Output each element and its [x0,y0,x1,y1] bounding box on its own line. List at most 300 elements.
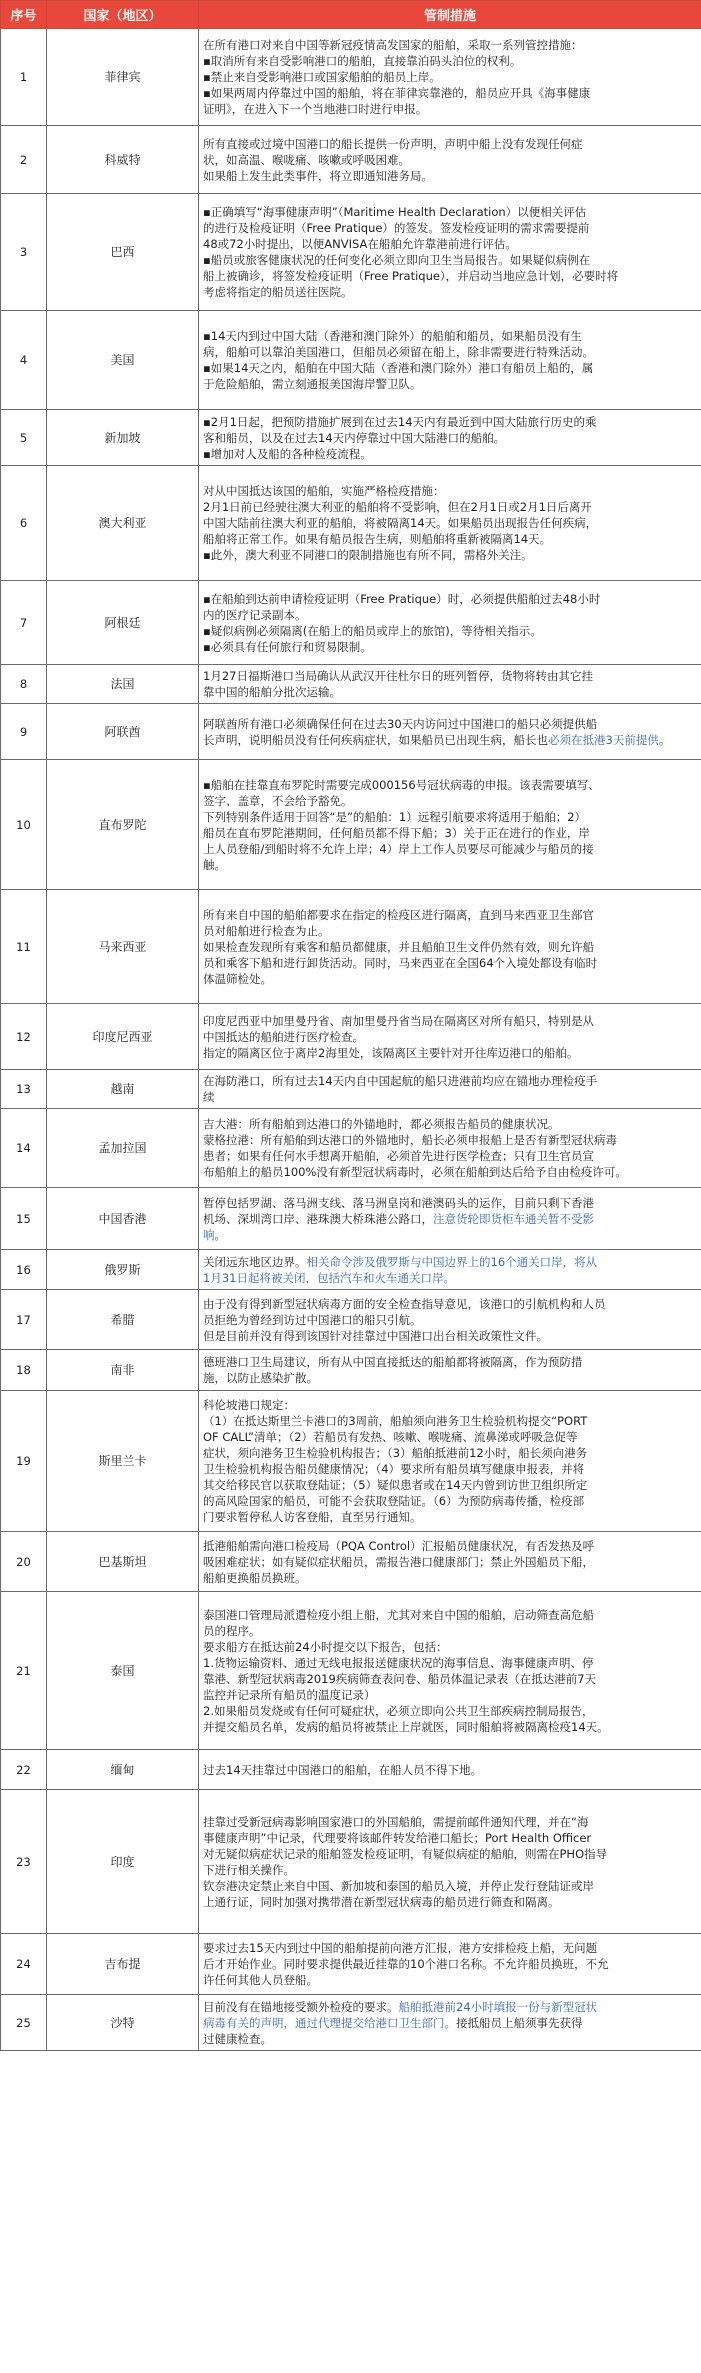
country-name: 中国香港 [47,1188,199,1250]
table-row [1,194,701,311]
measure-segment: 船舶更换船员换班。 [203,1570,307,1585]
measure-line [203,1089,697,1105]
measure-segment: 续 [203,1090,215,1104]
measure-line [203,793,697,809]
measure-line [203,430,697,446]
measure-line [203,1397,697,1413]
measure-line [203,2015,697,2031]
measure-segment: 中国抵达的船舶进行医疗检查。 [203,1029,364,1044]
table-row [1,1532,701,1592]
measure-line [203,1846,697,1862]
measure-segment: 要求船方在抵达前24小时提交以下报告，包括： [203,1639,448,1654]
measure-segment: 由于没有得到新型冠状病毒方面的安全检查指导意见，该港口的引航机构和人员 [203,1296,606,1311]
row-number: 12 [1,1004,47,1070]
table-row [1,1250,701,1290]
country-name: 印度 [47,1790,199,1934]
measure-segment: 靠港、新型冠状病毒2019疾病筛查表问卷、船员体温记录表（在抵达港前7天 [203,1671,597,1686]
measure-line [203,1328,697,1344]
measure-line [203,1538,697,1554]
measure-segment: ▪增加对人及船的各种检疫流程。 [203,446,372,461]
measure-line [203,639,697,655]
measure-line [203,939,697,955]
measure-segment: 病，船舶可以靠泊美国港口，但船员必须留在船上，除非需要进行特殊活动。 [203,345,594,359]
row-number: 17 [1,1290,47,1350]
measure-line [203,1354,697,1370]
measure-line [203,591,697,607]
country-name: 美国 [47,311,199,410]
measure-line [203,1554,697,1570]
measure-line [203,1370,697,1386]
measure-line [203,623,697,639]
measure-line [203,37,697,53]
measure-segment: 暂停包括罗湖、落马洲支线、落马洲皇岗和港澳码头的运作，目前只剩下香港 [203,1195,594,1210]
measure-line [203,1132,697,1148]
measure-segment: ▪禁止来自受影响港口或国家船舶的船员上岸。 [203,70,441,84]
country-name: 巴西 [47,194,199,311]
measure-segment: 员对船舶进行检查为止。 [203,923,330,938]
measure-segment: 船上被确诊，将签发检疫证明（Free Pratique），并启动当地应急计划，必要时将 [203,269,619,283]
table-row [1,126,701,194]
measure-segment: 蒙格拉港：所有船舶到达港口的外锚地时，船长必须申报船上是否有新型冠状病毒 [203,1133,617,1147]
measures-text [199,1592,701,1750]
measure-line [203,1312,697,1328]
measure-segment: ▪船员或旅客健康状况的任何变化必须立即向卫生当局报告。如果疑似病例在 [203,253,591,267]
table-row [1,1109,701,1188]
country-name: 阿根廷 [47,581,199,665]
measure-line [203,1830,697,1846]
measure-segment: 施，以防止感染扩散。 [203,1371,318,1385]
measure-line [203,1477,697,1493]
measure-line [203,268,697,284]
measure-line [203,252,697,268]
row-number: 23 [1,1790,47,1934]
measure-line [203,85,697,101]
measure-line [203,1972,697,1988]
measure-line [203,1639,697,1655]
measures-text [199,29,701,126]
table-row [1,1934,701,1995]
measure-segment: 指定的隔离区位于离岸2海里处，该隔离区主要针对开往库迈港口的船舶。 [203,1045,579,1060]
measure-segment: 签字、盖章，不会给予豁免。 [203,793,353,808]
measure-segment: 的高风险国家的船员，可能不会获取登陆证。（6）为预防病毒传播，检疫部 [203,1494,585,1508]
table-row [1,1290,701,1350]
measures-text [199,1290,701,1350]
measures-text [199,1995,701,2051]
measure-line [203,777,697,793]
measure-line [203,1296,697,1312]
measure-segment: ▪如果14天之内，船舶在中国大陆（香港和澳门除外）港口有船员上船的，属 [203,361,594,375]
measure-line [203,668,697,684]
measure-line [203,732,697,748]
measure-line [203,1013,697,1029]
measure-segment: ▪14天内到过中国大陆（香港和澳门除外）的船舶和船员，如果船员没有生 [203,329,582,343]
country-name: 斯里兰卡 [47,1391,199,1532]
measures-text [199,1004,701,1070]
measures-text [199,665,701,704]
measure-segment: 体温筛检处。 [203,971,272,986]
row-number: 22 [1,1750,47,1790]
measure-segment: 吉大港：所有船舶到达港口的外锚地时，都必须报告船员的健康状况。 [203,1117,560,1131]
measure-line [203,1894,697,1910]
measure-segment: 如果检查发现所有乘客和船员都健康，并且船舶卫生文件仍然有效，则允许船 [203,939,594,954]
measure-segment: 下进行相关操作。 [203,1862,295,1877]
measures-text [199,126,701,194]
measure-line [203,1956,697,1972]
measure-line [203,1607,697,1623]
header-country: 国家（地区） [47,1,199,29]
table-row [1,1070,701,1109]
measure-line [203,1999,697,2015]
measure-segment: 。 [658,732,671,747]
measure-line [203,955,697,971]
country-name: 俄罗斯 [47,1250,199,1290]
table-row [1,1592,701,1750]
measure-line [203,1509,697,1525]
country-name: 科威特 [47,126,199,194]
table-row [1,311,701,410]
country-name: 南非 [47,1350,199,1391]
measure-segment: 于危险船舶，需立刻通报美国海岸警卫队。 [203,377,422,391]
country-name: 印度尼西亚 [47,1004,199,1070]
measure-line [203,1413,697,1429]
measure-line [203,136,697,152]
measure-line [203,1655,697,1671]
measure-line [203,1045,697,1061]
measure-segment: ▪必须具有任何旅行和贸易限制。 [203,639,372,654]
measures-text [199,1750,701,1790]
measure-segment: 触。 [203,857,226,872]
row-number: 14 [1,1109,47,1188]
country-name: 法国 [47,665,199,704]
measures-text [199,1109,701,1188]
measure-line [203,1073,697,1089]
measure-line [203,376,697,392]
measure-line [203,684,697,700]
measure-line [203,483,697,499]
measure-line [203,152,697,168]
measures-text [199,1188,701,1250]
measure-segment: 上人员登船/到船时将不允许上岸；4）岸上工作人员要尽可能减少与船员的接 [203,841,594,856]
measure-segment: OF CALL”清单；（2）若船员有发热、咳嗽、喉咙痛、流鼻涕或呼吸急促等 [203,1430,578,1444]
table-row [1,466,701,581]
table-row [1,581,701,665]
measure-line [203,1211,697,1227]
measure-segment: ▪2月1日起，把预防措施扩展到在过去14天内有最近到中国大陆旅行历史的乘 [203,414,597,429]
measure-segment: 所有直接或过境中国港口的船长提供一份声明，声明中船上没有发现任何症 [203,136,583,151]
measure-line [203,328,697,344]
measure-segment: ▪取消所有来自受影响港口的船舶，直接靠泊码头泊位的权利。 [203,54,522,68]
measure-line [203,168,697,184]
measure-segment: ▪如果两周内停靠过中国的船舶，将在菲律宾靠港的，船员应开具《海事健康 [203,86,591,100]
country-name: 沙特 [47,1995,199,2051]
measure-segment: 目前没有在锚地接受额外检疫的要求。 [203,1999,399,2014]
measure-segment: 的进行及检疫证明（Free Pratique）的签发。签发检疫证明的需求需要提前 [203,221,590,235]
measure-line [203,1703,697,1719]
measures-text [199,1391,701,1532]
row-number: 6 [1,466,47,581]
measure-segment: 下列特别条件适用于回答“是”的船舶：1）远程引航要求将适用于船舶；2） [203,809,587,824]
country-name: 缅甸 [47,1750,199,1790]
table-row [1,1790,701,1934]
measure-segment: 卫生检验机构报告船员健康情况；（4）要求所有船员填写健康申报表，并将 [203,1462,585,1476]
measure-segment: 证明》，在进入下一个当地港口时进行申报。 [203,102,428,116]
row-number: 8 [1,665,47,704]
row-number: 25 [1,1995,47,2051]
header-num: 序号 [1,1,47,29]
measures-text [199,1790,701,1934]
row-number: 9 [1,704,47,760]
country-name: 阿联酋 [47,704,199,760]
measure-segment: 机场、深圳湾口岸、港珠澳大桥珠港公路口， [203,1211,433,1226]
measure-line [203,531,697,547]
measure-line [203,1148,697,1164]
row-number: 5 [1,410,47,466]
measures-text [199,581,701,665]
country-name: 越南 [47,1070,199,1109]
measure-segment: 其交给移民官以获取登陆证；（5）疑似患者或在14天内曾到访世卫组织所定 [203,1478,588,1492]
measure-segment: 在所有港口对来自中国等新冠疫情高发国家的船舶，采取一系列管控措施： [203,38,583,52]
measures-text [199,1350,701,1391]
measure-line [203,236,697,252]
measure-segment: 过去14天挂靠过中国港口的船舶，在船人员不得下地。 [203,1762,483,1777]
measure-line [203,1719,697,1735]
measure-segment: 中国大陆前往澳大利亚的船舶，将被隔离14天。如果船员出现报告任何疾病， [203,516,598,530]
measure-line [203,1623,697,1639]
measure-segment: 48或72小时提出，以便ANVISA在船舶允许靠港前进行评估。 [203,237,517,251]
measure-segment: 印度尼西亚中加里曼丹省、南加里曼丹省当局在隔离区对所有船只，特别是从 [203,1013,594,1028]
measure-segment: ▪正确填写“海事健康声明”（Maritime Health Declaration）以便相关评估 [203,205,587,219]
measure-segment: 1月31日起将被关闭，包括汽车和火车通关口岸。 [203,1270,455,1285]
measure-segment: 接抵船员上船须事先获得 [456,2015,583,2030]
measures-text [199,1934,701,1995]
measure-segment: （1）在抵达斯里兰卡港口的3周前，船舶须向港务卫生检验机构提交“PORT [203,1414,588,1428]
measure-line [203,344,697,360]
row-number: 15 [1,1188,47,1250]
measure-line [203,1762,697,1778]
measure-line [203,841,697,857]
table-row [1,1995,701,2051]
measure-line [203,607,697,623]
measure-line [203,971,697,987]
row-number: 21 [1,1592,47,1750]
measure-segment: 后才开始作业。同时要求提供最近挂靠的10个港口名称。不允许船员换班，不允 [203,1957,609,1971]
measure-line [203,923,697,939]
measure-segment: 泰国港口管理局派遣检疫小组上船，尤其对来自中国的船舶，启动筛查高危船 [203,1607,594,1622]
measures-text [199,1070,701,1109]
measure-line [203,101,697,117]
measure-segment: 许任何其他人员登船。 [203,1973,318,1987]
measure-segment: 并提交船员名单，发病的船员将被禁止上岸就医，同时船舶将被隔离检疫14天。 [203,1719,609,1734]
measure-line [203,1445,697,1461]
measure-line [203,547,697,563]
measure-line [203,1862,697,1878]
measure-line [203,1878,697,1894]
measure-line [203,204,697,220]
measure-segment: 员的程序。 [203,1623,261,1638]
measure-line [203,284,697,300]
measure-line [203,499,697,515]
table-row [1,1004,701,1070]
row-number: 19 [1,1391,47,1532]
measure-line [203,1254,697,1270]
row-number: 20 [1,1532,47,1592]
measure-line [203,69,697,85]
measure-line [203,1493,697,1509]
measure-segment: 1.货物运输资料、通过无线电报报送健康状况的海事信息、海事健康声明、停 [203,1655,594,1670]
measure-line [203,907,697,923]
measure-segment: 关闭远东地区边界。 [203,1254,307,1269]
measure-line [203,1461,697,1477]
measure-segment: 患者；如果有任何水手想离开船舶，必须首先进行医学检查；只有卫生官员宣 [203,1149,594,1163]
measure-line [203,1570,697,1586]
measure-segment: 注意货轮即货柜车通关暂不受影 [433,1211,594,1226]
header-measures: 管制措施 [199,1,701,29]
measure-segment: 症状，须向港务卫生检验机构报告；（3）船舶抵港前12小时，船长须向港务 [203,1446,588,1460]
measure-segment: 挂靠过受新冠病毒影响国家港口的外国船舶，需提前邮件通知代理，并在“海 [203,1814,589,1829]
measures-text [199,410,701,466]
measure-segment: 2.如果船员发烧或有任何可疑症状，必须立即向公共卫生部疾病控制局报告， [203,1703,594,1718]
measure-segment: ▪船舶在挂靠直布罗陀时需要完成000156号冠状病毒的申报。该表需要填写、 [203,777,600,792]
measure-line [203,809,697,825]
table-row [1,704,701,760]
row-number: 10 [1,760,47,890]
measure-line [203,1164,697,1180]
measure-segment: 钦奈港决定禁止来自中国、新加坡和泰国的船员入境，并停止发行登陆证或岸 [203,1878,594,1893]
measure-line [203,1227,697,1243]
country-name: 新加坡 [47,410,199,466]
measure-segment: 对无疑似病症状记录的船舶签发检疫证明，有疑似病症的船舶，则需在PHO指导 [203,1846,608,1861]
measure-line [203,1671,697,1687]
measure-line [203,1814,697,1830]
table-row [1,29,701,126]
measure-line [203,446,697,462]
measure-segment: 考虑将指定的船员送往医院。 [203,285,353,299]
measure-segment: 上通行证，同时加强对携带潜在新型冠状病毒的船员进行筛查和隔离。 [203,1894,560,1909]
country-name: 澳大利亚 [47,466,199,581]
row-number: 13 [1,1070,47,1109]
measure-segment: ▪在船舶到达前申请检疫证明（Free Pratique）时，必须提供船舶过去48小时 [203,591,601,606]
row-number: 24 [1,1934,47,1995]
measure-segment: 事健康声明”中记录，代理要将该邮件转发给港口船长；Port Health Officer [203,1830,592,1845]
measure-line [203,825,697,841]
row-number: 2 [1,126,47,194]
measure-segment: 对从中国抵达该国的船舶，实施严格检疫措施： [203,484,445,498]
measure-line [203,515,697,531]
measure-line [203,1195,697,1211]
measure-line [203,1116,697,1132]
measure-line [203,1029,697,1045]
measures-text [199,704,701,760]
row-number: 11 [1,890,47,1004]
measure-segment: 员拒绝为曾经到访过中国港口的船只引航。 [203,1312,422,1327]
measure-line [203,53,697,69]
table-row [1,890,701,1004]
measure-line [203,2031,697,2047]
measures-text [199,890,701,1004]
table-header-row [1,1,701,29]
measure-segment: 状，如高温、喉咙痛、咳嗽或呼吸困难。 [203,152,410,167]
measure-segment: 要求过去15天内到过中国的船舶提前向港方汇报，港方安排检疫上船，无问题 [203,1941,598,1955]
measure-segment: 。 [214,1227,226,1242]
country-name: 巴基斯坦 [47,1532,199,1592]
row-number: 7 [1,581,47,665]
country-name: 泰国 [47,1592,199,1750]
measure-segment: 靠中国的船舶分批次运输。 [203,685,341,699]
measure-segment: 1月27日福斯港口当局确认从武汉开往杜尔日的班列暂停，货物将转由其它挂 [203,669,593,683]
measure-segment: 门要求暂停私人访客登船，直至另行通知。 [203,1510,422,1524]
measure-segment: 抵港船舶需向港口检疫局（PQA Control）汇报船员健康状况，有否发热及呼 [203,1538,595,1553]
measure-segment: 员和乘客下船和进行卸货活动。同时，马来西亚在全国64个入境处都设有临时 [203,955,598,970]
measure-segment: 布船舶上的船员100%没有新型冠状病毒时，必须在船舶到达后给予自由检疫许可。 [203,1165,627,1179]
measure-segment: ▪此外，澳大利亚不同港口的限制措施也有所不同，需格外关注。 [203,548,533,562]
measure-segment: 内的医疗记录副本。 [203,607,307,622]
measure-segment: 相关命令涉及俄罗斯与中国边界上的16个通关口岸，将从 [306,1254,598,1269]
country-name: 直布罗陀 [47,760,199,890]
country-name: 马来西亚 [47,890,199,1004]
measure-segment: 但是目前并没有得到该国针对挂靠过中国港口出台相关政策性文件。 [203,1328,548,1343]
table-row [1,760,701,890]
table-body [1,29,701,2051]
row-number: 18 [1,1350,47,1391]
measure-segment: 在海防港口，所有过去14天内自中国起航的船只进港前均应在锚地办理检疫手 [203,1074,598,1088]
measure-segment: 所有来自中国的船舶都要求在指定的检疫区进行隔离，直到马来西亚卫生部官 [203,907,594,922]
measures-text [199,194,701,311]
country-name: 吉布提 [47,1934,199,1995]
measure-segment: 阿联酋所有港口必须确保任何在过去30天内访问过中国港口的船只必须提供船 [203,716,598,731]
measure-segment: 响 [203,1227,215,1242]
measure-segment: 过健康检查。 [203,2031,272,2046]
table-row [1,665,701,704]
measures-text [199,466,701,581]
measure-segment: 必须在抵港3天前提供 [548,732,659,747]
measure-line [203,1940,697,1956]
measure-segment: 科伦坡港口规定： [203,1398,295,1412]
table-row [1,1750,701,1790]
measure-line [203,857,697,873]
measure-segment: 病毒有关的声明，通过代理提交给港口卫生部门。 [203,2015,456,2030]
measure-segment: 船舶将正常工作。如果有船员报告生病，则船舶将重新被隔离14天。 [203,532,552,546]
country-name: 希腊 [47,1290,199,1350]
measure-line [203,716,697,732]
measures-text [199,311,701,410]
measure-segment: 2月1日前已经驶往澳大利亚的船舶将不受影响，但在2月1日或2月1日后离开 [203,500,592,514]
table-row [1,410,701,466]
measure-segment: 长声明，说明船员没有任何疾病症状，如果船员已出现生病，船长也 [203,732,548,747]
row-number: 4 [1,311,47,410]
row-number: 1 [1,29,47,126]
country-name: 孟加拉国 [47,1109,199,1188]
table-row [1,1391,701,1532]
measure-line [203,414,697,430]
row-number: 16 [1,1250,47,1290]
measure-segment: 德班港口卫生局建议，所有从中国直接抵达的船舶都将被隔离，作为预防措 [203,1355,583,1369]
measure-line [203,1687,697,1703]
country-name: 菲律宾 [47,29,199,126]
measure-segment: 吸困难症状；如有疑似症状船员，需报告港口健康部门；禁止外国船员下船， [203,1554,594,1569]
measure-segment: 监控并记录所有船员的温度记录） [203,1687,376,1702]
table-row [1,1188,701,1250]
table-row [1,1350,701,1391]
measure-segment: 客和船员，以及在过去14天内停靠过中国大陆港口的船舶。 [203,430,506,445]
measures-text [199,1250,701,1290]
measure-line [203,360,697,376]
measures-text [199,760,701,890]
measure-line [203,220,697,236]
measure-segment: 船舶抵港前24小时填报一份与新型冠状 [398,1999,598,2014]
measures-text [199,1532,701,1592]
row-number: 3 [1,194,47,311]
measure-line [203,1270,697,1286]
